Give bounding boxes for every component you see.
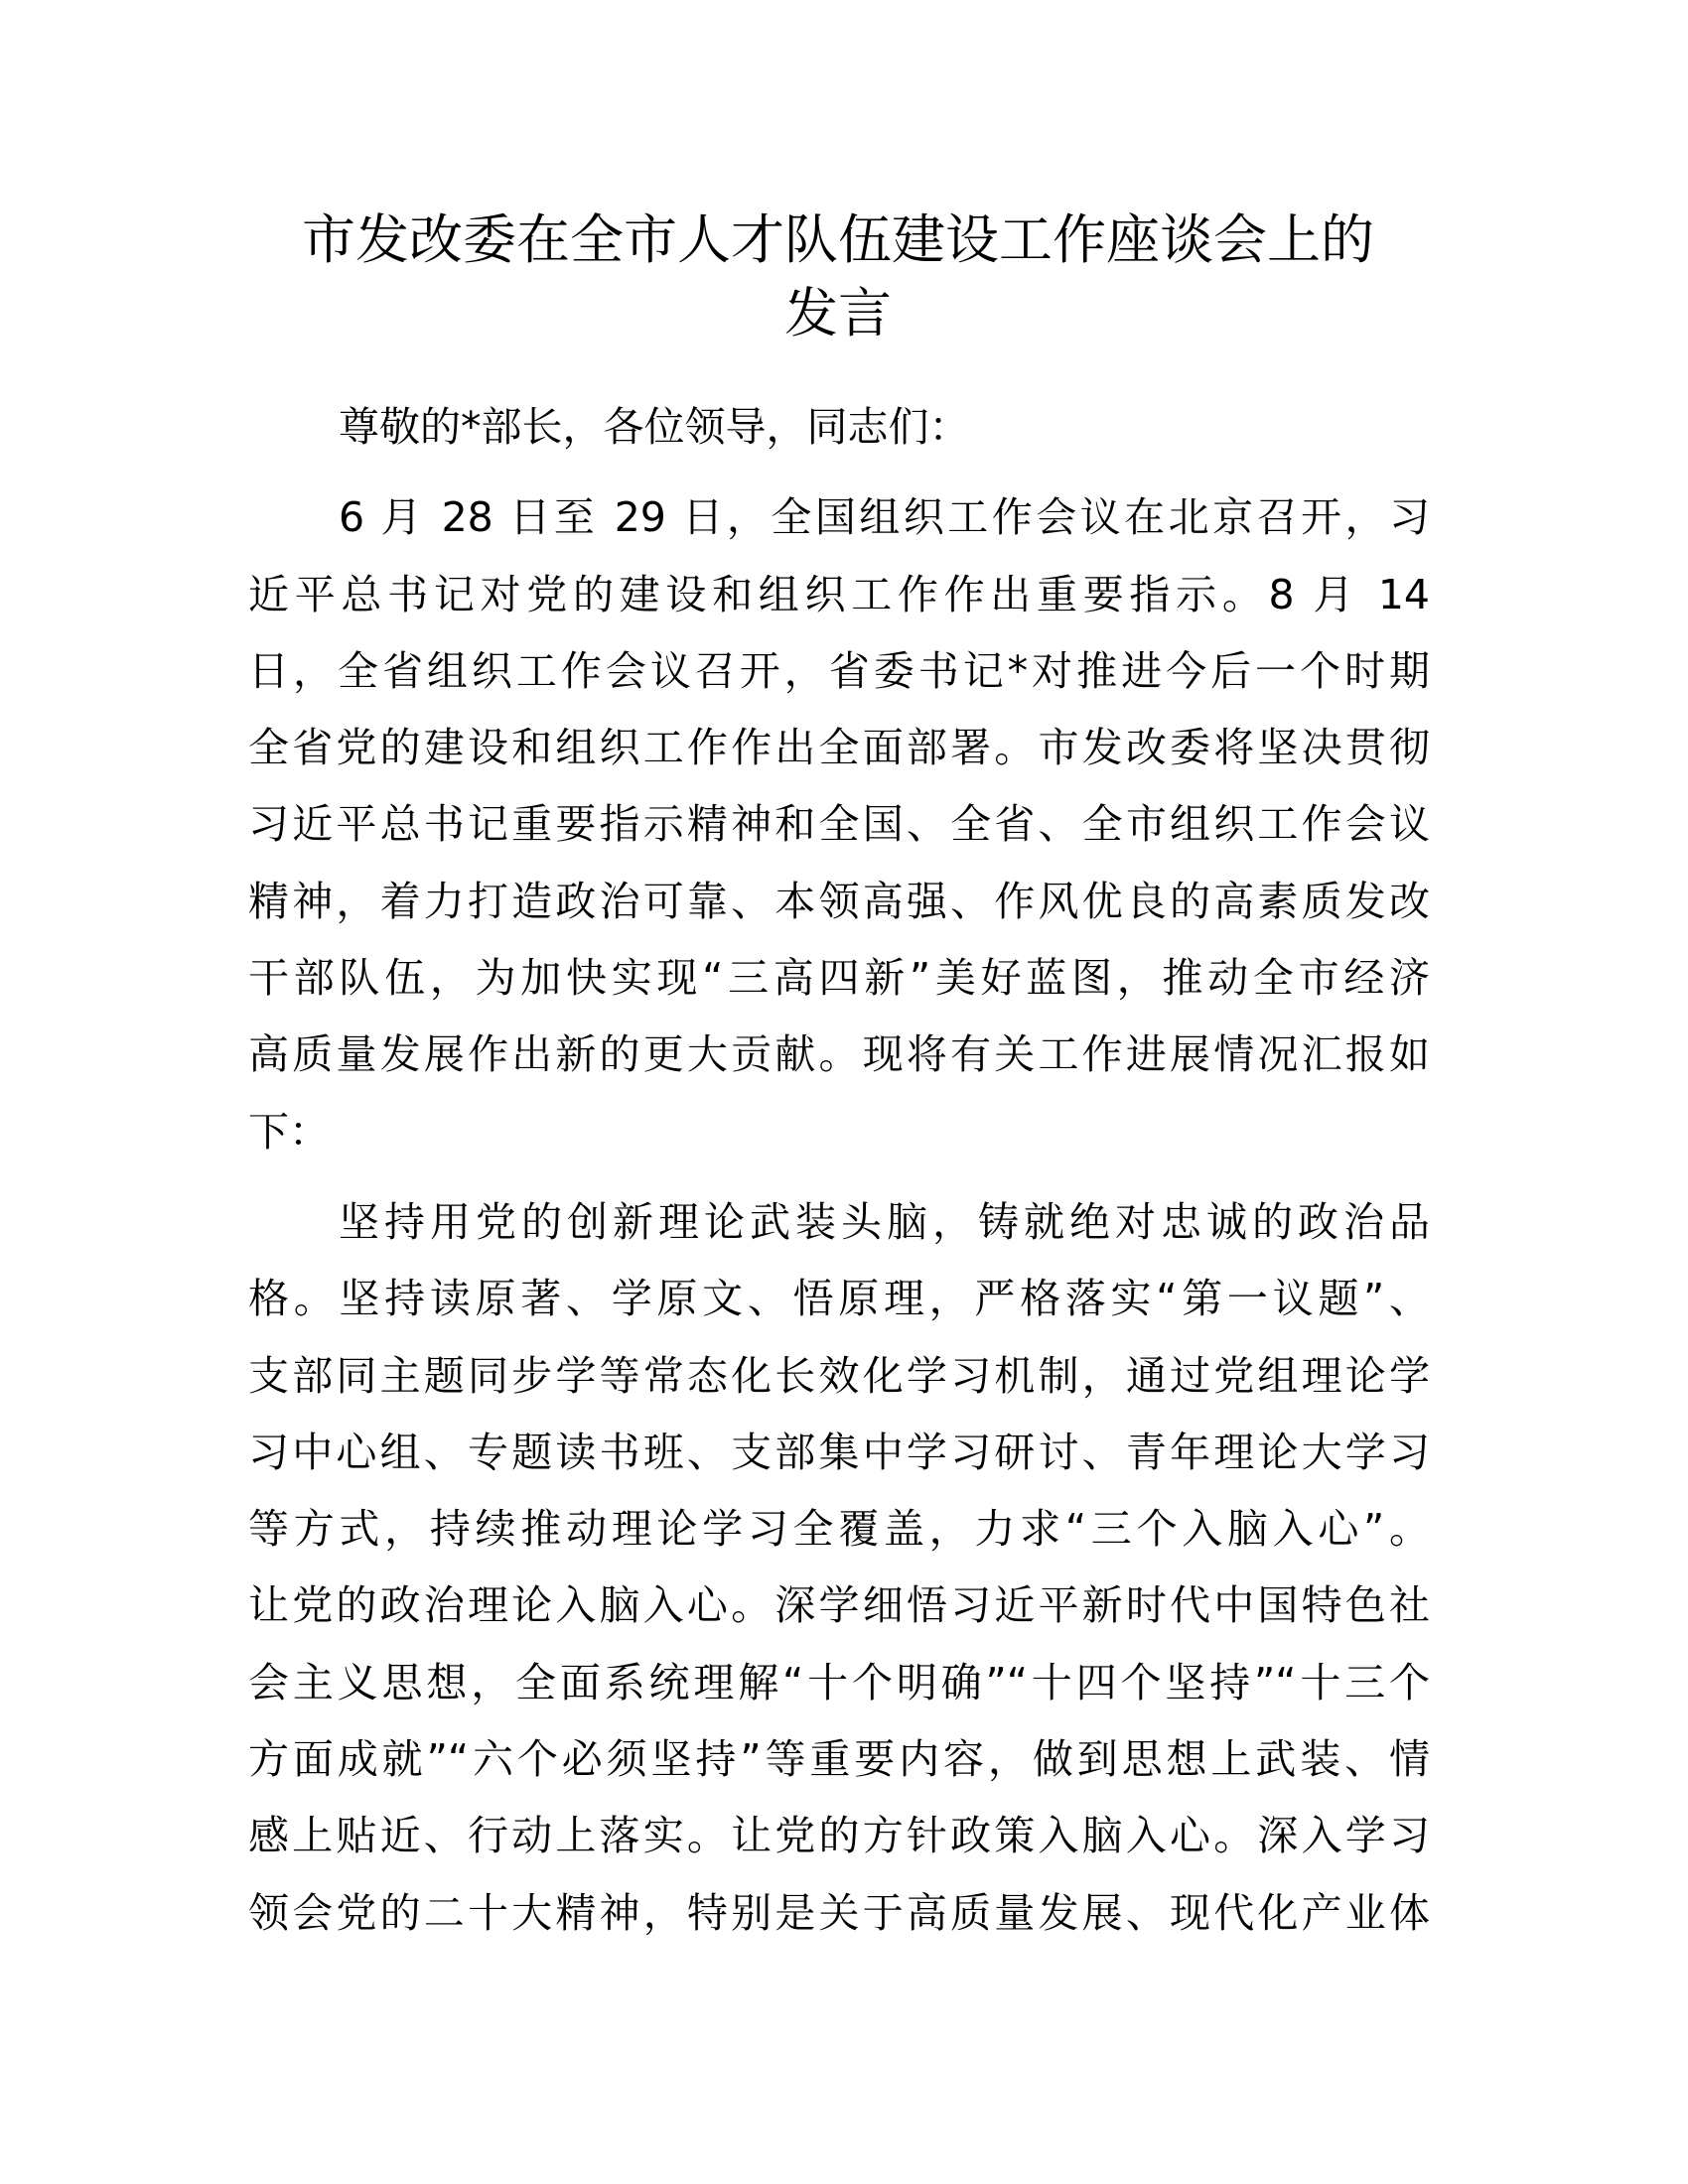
paragraph-line: 格。坚持读原著、学原文、悟原理，严格落实“第一议题”、 bbox=[248, 1275, 1430, 1323]
paragraph-line: 感上贴近、行动上落实。让党的方针政策入脑入心。深入学习 bbox=[248, 1812, 1430, 1860]
paragraph-2 bbox=[248, 1184, 1430, 1952]
paragraph-line: 支部同主题同步学等常态化长效化学习机制，通过党组理论学 bbox=[248, 1351, 1430, 1400]
paragraph-line: 等方式，持续推动理论学习全覆盖，力求“三个入脑入心”。 bbox=[248, 1505, 1430, 1554]
paragraph-line: 下： bbox=[248, 1107, 330, 1156]
paragraph-line: 坚持用党的创新理论武装头脑，铸就绝对忠诚的政治品 bbox=[339, 1197, 1430, 1246]
paragraph-line: 让党的政治理论入脑入心。深学细悟习近平新时代中国特色社 bbox=[248, 1581, 1430, 1630]
paragraph-line: 领会党的二十大精神，特别是关于高质量发展、现代化产业体 bbox=[248, 1888, 1430, 1937]
paragraph-line: 会主义思想，全面系统理解“十个明确”“十四个坚持”“十三个 bbox=[248, 1658, 1430, 1706]
paragraph-1 bbox=[248, 479, 1430, 1170]
paragraph-line: 日，全省组织工作会议召开，省委书记*对推进今后一个时期 bbox=[248, 646, 1430, 695]
title-line-2: 发言 bbox=[784, 282, 892, 344]
document-body bbox=[248, 389, 1430, 1952]
paragraph-line: 6 月 28 日至 29 日，全国组织工作会议在北京召开，习 bbox=[339, 493, 1430, 542]
title-line-1: 市发改委在全市人才队伍建设工作座谈会上的 bbox=[302, 208, 1374, 271]
salutation bbox=[248, 389, 1430, 466]
paragraph-line: 习中心组、专题读书班、支部集中学习研讨、青年理论大学习 bbox=[248, 1428, 1430, 1476]
paragraph-line: 干部队伍，为加快实现“三高四新”美好蓝图，推动全市经济 bbox=[248, 954, 1430, 1003]
paragraph-line: 习近平总书记重要指示精神和全国、全省、全市组织工作会议 bbox=[248, 800, 1430, 849]
paragraph-line: 高质量发展作出新的更大贡献。现将有关工作进展情况汇报如 bbox=[248, 1030, 1430, 1079]
salutation-text: 尊敬的*部长，各位领导，同志们： bbox=[339, 403, 970, 451]
paragraph-line: 方面成就”“六个必须坚持”等重要内容，做到思想上武装、情 bbox=[248, 1735, 1430, 1784]
paragraph-line: 精神，着力打造政治可靠、本领高强、作风优良的高素质发改 bbox=[248, 877, 1430, 925]
document-title bbox=[248, 204, 1428, 350]
paragraph-line: 近平总书记对党的建设和组织工作作出重要指示。8 月 14 bbox=[248, 570, 1430, 618]
paragraph-line: 全省党的建设和组织工作作出全面部署。市发改委将坚决贯彻 bbox=[248, 724, 1430, 772]
